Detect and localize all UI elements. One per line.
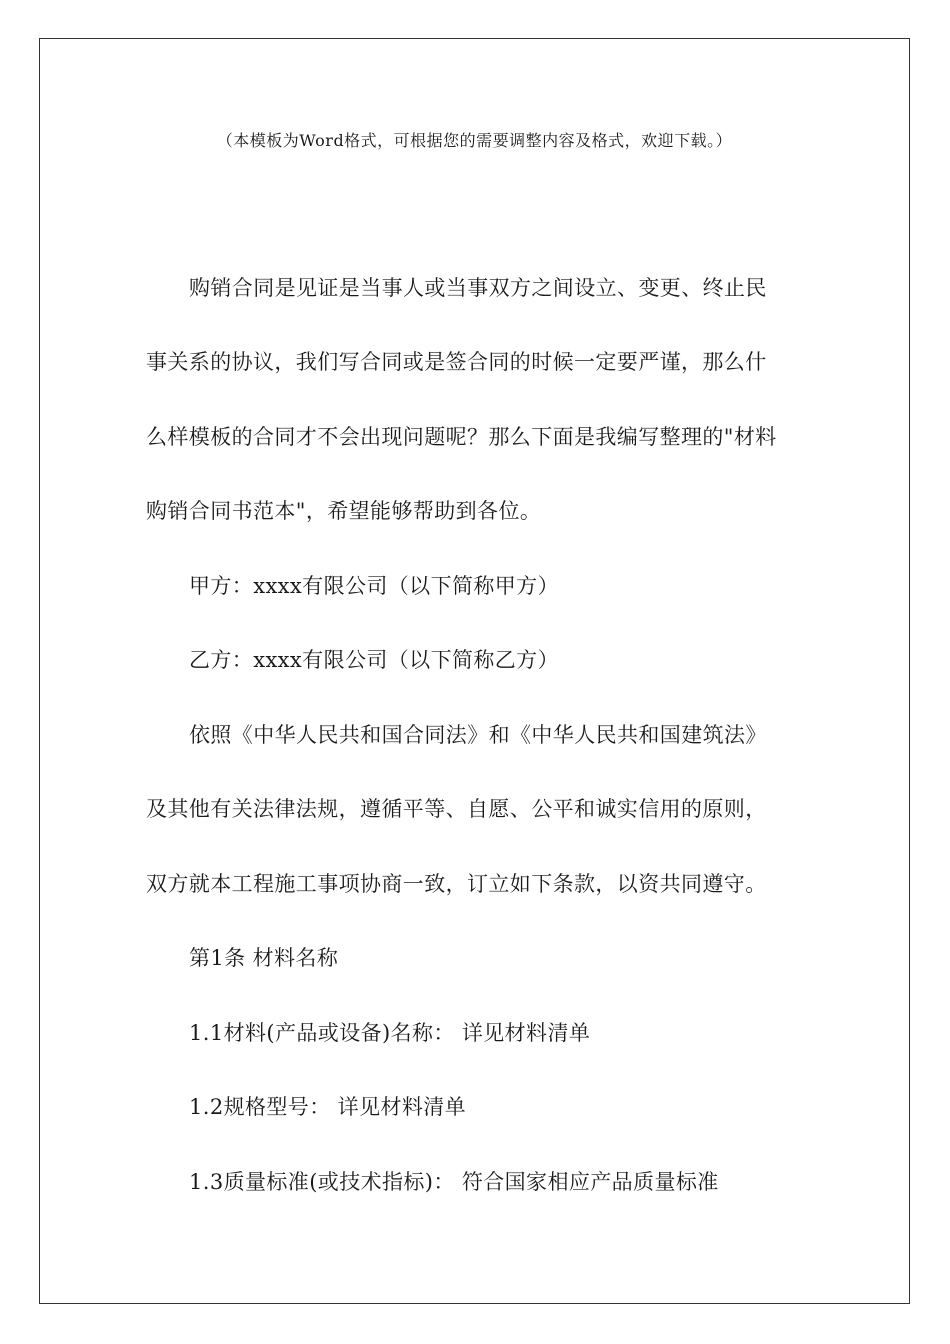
basis-line-1: 依照《中华人民共和国合同法》和《中华人民共和国建筑法》: [189, 723, 767, 747]
intro-line-3: 么样模板的合同才不会出现问题呢？那么下面是我编写整理的"材料: [146, 425, 777, 449]
basis-line-2: 及其他有关法律法规，遵循平等、自愿、公平和诚实信用的原则，: [146, 797, 767, 821]
article-1-heading: 第1条 材料名称: [189, 946, 339, 970]
clause-1-3: 1.3质量标准(或技术指标)： 符合国家相应产品质量标准: [189, 1170, 719, 1194]
party-b-line: 乙方：xxxx有限公司（以下简称乙方）: [189, 648, 559, 672]
intro-line-1: 购销合同是见证是当事人或当事双方之间设立、变更、终止民: [189, 276, 767, 300]
clause-1-2: 1.2规格型号： 详见材料清单: [189, 1095, 467, 1119]
intro-line-2: 事关系的协议，我们写合同或是签合同的时候一定要严谨，那么什: [146, 350, 767, 374]
basis-line-3: 双方就本工程施工事项协商一致，订立如下条款，以资共同遵守。: [146, 872, 767, 896]
party-a-line: 甲方：xxxx有限公司（以下简称甲方）: [189, 574, 559, 598]
intro-line-4: 购销合同书范本"，希望能够帮助到各位。: [146, 499, 542, 523]
clause-1-1: 1.1材料(产品或设备)名称： 详见材料清单: [189, 1021, 591, 1045]
template-note: （本模板为Word格式，可根据您的需要调整内容及格式，欢迎下载。）: [216, 131, 733, 150]
